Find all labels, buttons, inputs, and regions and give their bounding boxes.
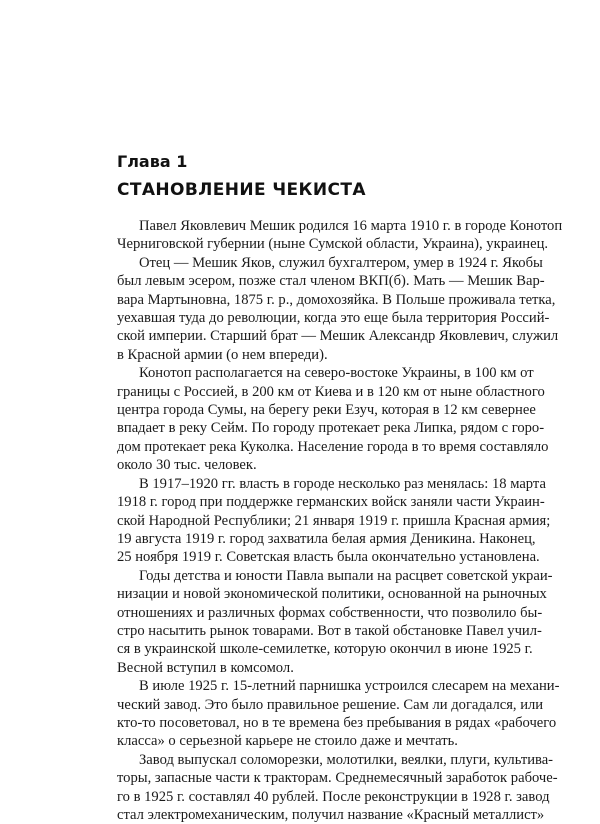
text-line: стро насытить рынок товарами. Вот в такой обстановке Павел учил- <box>117 622 542 639</box>
text-line: Черниговской губернии (ныне Сумской области, Украина), украинец. <box>117 236 549 253</box>
text-line: уехавшая туда до революции, когда это еще была территория Россий- <box>117 310 550 327</box>
body-text <box>117 217 563 824</box>
text-line: впадает в реку Сейм. По городу протекает река Липка, рядом с горо- <box>117 420 545 437</box>
paragraph <box>117 475 551 567</box>
text-line: в Красной армии (о нем впереди). <box>117 346 328 363</box>
chapter-label: Глава 1 <box>117 152 188 171</box>
text-line: В 1917–1920 гг. власть в городе несколько раз менялась: 18 марта <box>139 475 546 492</box>
text-line: го в 1925 г. составлял 40 рублей. После реконструкции в 1928 г. завод <box>117 788 550 805</box>
text-line: 25 ноября 1919 г. Советская власть была окончательно установлена. <box>117 549 540 566</box>
paragraph <box>117 677 560 751</box>
text-line: торы, запасные части к тракторам. Среднемесячный заработок рабоче- <box>117 770 558 787</box>
text-line: около 30 тыс. человек. <box>117 457 257 474</box>
text-line: стал электромеханическим, получил название «Красный металлист» <box>117 807 545 823</box>
paragraph <box>117 751 558 824</box>
paragraph <box>117 567 553 677</box>
text-line: Годы детства и юности Павла выпали на расцвет советской украи- <box>139 567 553 584</box>
text-line: кто-то посоветовал, но в те времена без пребывания в рядах «рабочего <box>117 714 557 731</box>
text-line: Конотоп располагается на северо-востоке Украины, в 100 км от <box>139 365 534 382</box>
chapter-title: СТАНОВЛЕНИЕ ЧЕКИСТА <box>117 180 366 200</box>
text-line: В июле 1925 г. 15-летний парнишка устроился слесарем на механи- <box>139 678 560 695</box>
text-line: Павел Яковлевич Мешик родился 16 марта 1910 г. в городе Конотоп <box>139 218 563 234</box>
paragraph <box>117 364 549 474</box>
text-line: вара Мартыновна, 1875 г. р., домохозяйка. В Польше проживала тетка, <box>117 291 556 308</box>
text-line: 1918 г. город при поддержке германских войск заняли части Украин- <box>117 494 545 511</box>
text-line: отношениях и различных формах собственности, что позволило бы- <box>117 604 543 621</box>
text-line: ской Народной Республики; 21 января 1919 г. пришла Красная армия; <box>117 512 551 529</box>
text-line: низации и новой экономической политики, основанной на рыночных <box>117 586 547 603</box>
text-line: ся в украинской школе-семилетке, которую окончил в июне 1925 г. <box>117 641 533 658</box>
text-line: 19 августа 1919 г. город захватила белая армия Деникина. Наконец, <box>117 530 536 547</box>
text-line: центра города Сумы, на берегу реки Езуч, которая в 12 км севернее <box>117 402 536 419</box>
text-line: ской империи. Старший брат — Мешик Александр Яковлевич, служил <box>117 328 559 345</box>
paragraph <box>117 254 559 364</box>
text-line: границы с Россией, в 200 км от Киева и в 120 км от ныне областного <box>117 383 545 400</box>
text-line: был левым эсером, позже стал членом ВКП(б). Мать — Мешик Вар- <box>117 273 545 290</box>
text-line: Отец — Мешик Яков, служил бухгалтером, умер в 1924 г. Якобы <box>139 254 543 271</box>
text-line: дом протекает река Куколка. Население города в то время составляло <box>117 438 549 455</box>
text-line: Весной вступил в комсомол. <box>117 659 294 676</box>
paragraph <box>117 217 563 254</box>
text-line: ческий завод. Это было правильное решение. Сам ли догадался, или <box>117 696 544 713</box>
text-line: Завод выпускал соломорезки, молотилки, веялки, плуги, культива- <box>139 751 554 768</box>
text-line: класса» о серьезной карьере не стоило даже и мечтать. <box>117 733 458 750</box>
